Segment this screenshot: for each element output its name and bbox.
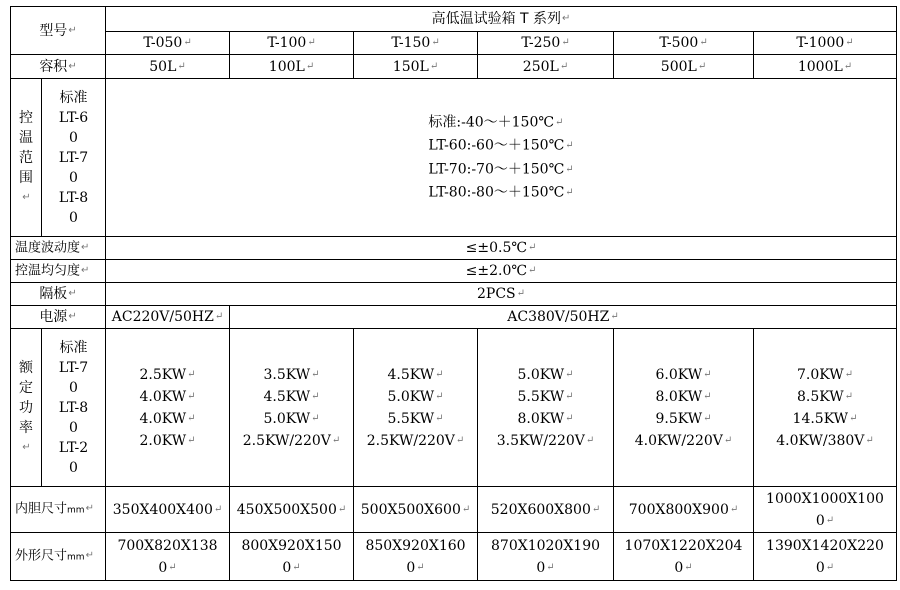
shelves-label-cell: 隔板↵ [11,283,106,306]
inner-size-cell: 520X600X800↵ [478,487,614,533]
uniformity-row [11,260,897,283]
outer-size-cell: 850X920X160 0↵ [354,533,478,581]
temp-range-values: 标准:-40～＋150℃↵ LT-60:-60～＋150℃↵ LT-70:-70～＋150℃↵ LT-80:-80～＋150℃↵ [106,79,897,237]
power-supply-others: AC380V/50HZ↵ [230,306,897,329]
inner-size-row [11,487,897,533]
rated-power-cell: 5.0KW↵ 5.5KW↵ 8.0KW↵ 3.5KW/220V↵ [478,329,614,487]
model-label-cell: 型号↵ [11,7,106,55]
temp-range-sublabels: 标准 LT-6 0 LT-7 0 LT-8 0 [42,79,106,237]
series-title-cell: 高低温试验箱 T 系列↵ [106,7,897,32]
volume-label-cell: 容积↵ [11,55,106,79]
rated-power-sublabels: 标准 LT-7 0 LT-8 0 LT-2 0 [42,329,106,487]
volume-cell: 500L↵ [614,55,754,79]
model-cell: T-150↵ [354,32,478,55]
rated-power-label: 额 定 功 率↵ [11,329,42,487]
model-cell: T-100↵ [230,32,354,55]
fluctuation-value: ≤±0.5℃↵ [106,237,897,260]
volume-row [11,55,897,79]
temp-line: LT-60:-60～＋150℃ [428,137,565,154]
uniformity-label-cell: 控温均匀度↵ [11,260,106,283]
inner-size-label-cell: 内胆尺寸mm↵ [11,487,106,533]
outer-size-cell: 1070X1220X204 0↵ [614,533,754,581]
outer-size-label-cell: 外形尺寸mm↵ [11,533,106,581]
rated-power-row [11,329,897,487]
model-cell: T-050↵ [106,32,230,55]
spec-table [10,6,897,581]
volume-cell: 50L↵ [106,55,230,79]
inner-size-cell: 350X400X400↵ [106,487,230,533]
model-cell: T-500↵ [614,32,754,55]
temp-range-row [11,79,897,237]
inner-size-cell: 450X500X500↵ [230,487,354,533]
power-supply-label-cell: 电源↵ [11,306,106,329]
inner-size-cell: 500X500X600↵ [354,487,478,533]
model-cell: T-250↵ [478,32,614,55]
fluctuation-row [11,237,897,260]
shelves-value: 2PCS↵ [106,283,897,306]
fluctuation-label-cell: 温度波动度↵ [11,237,106,260]
header-row [11,7,897,32]
rated-power-cell: 2.5KW↵ 4.0KW↵ 4.0KW↵ 2.0KW↵ [106,329,230,487]
temp-line: 标准:-40～＋150℃ [428,114,555,130]
power-supply-row [11,306,897,329]
outer-size-cell: 1390X1420X220 0↵ [754,533,897,581]
outer-size-cell: 800X920X150 0↵ [230,533,354,581]
inner-size-cell: 1000X1000X100 0↵ [754,487,897,533]
outer-size-cell: 870X1020X190 0↵ [478,533,614,581]
volume-cell: 1000L↵ [754,55,897,79]
volume-cell: 150L↵ [354,55,478,79]
temp-line: LT-70:-70～＋150℃ [428,161,565,177]
rated-power-cell: 4.5KW↵ 5.0KW↵ 5.5KW↵ 2.5KW/220V↵ [354,329,478,487]
rated-power-cell: 7.0KW↵ 8.5KW↵ 14.5KW↵ 4.0KW/380V↵ [754,329,897,487]
inner-size-cell: 700X800X900↵ [614,487,754,533]
uniformity-value: ≤±2.0℃↵ [106,260,897,283]
models-row [11,32,897,55]
rated-power-cell: 6.0KW↵ 8.0KW↵ 9.5KW↵ 4.0KW/220V↵ [614,329,754,487]
temp-line: LT-80:-80～＋150℃ [428,184,565,201]
power-supply-first: AC220V/50HZ↵ [106,306,230,329]
outer-size-cell: 700X820X138 0↵ [106,533,230,581]
series-title: 高低温试验箱 T 系列 [431,11,562,27]
volume-cell: 100L↵ [230,55,354,79]
model-label: 型号 [39,22,68,39]
volume-cell: 250L↵ [478,55,614,79]
shelves-row [11,283,897,306]
outer-size-row [11,533,897,581]
temp-range-label: 控 温 范 围↵ [11,79,42,237]
rated-power-cell: 3.5KW↵ 4.5KW↵ 5.0KW↵ 2.5KW/220V↵ [230,329,354,487]
model-cell: T-1000↵ [754,32,897,55]
